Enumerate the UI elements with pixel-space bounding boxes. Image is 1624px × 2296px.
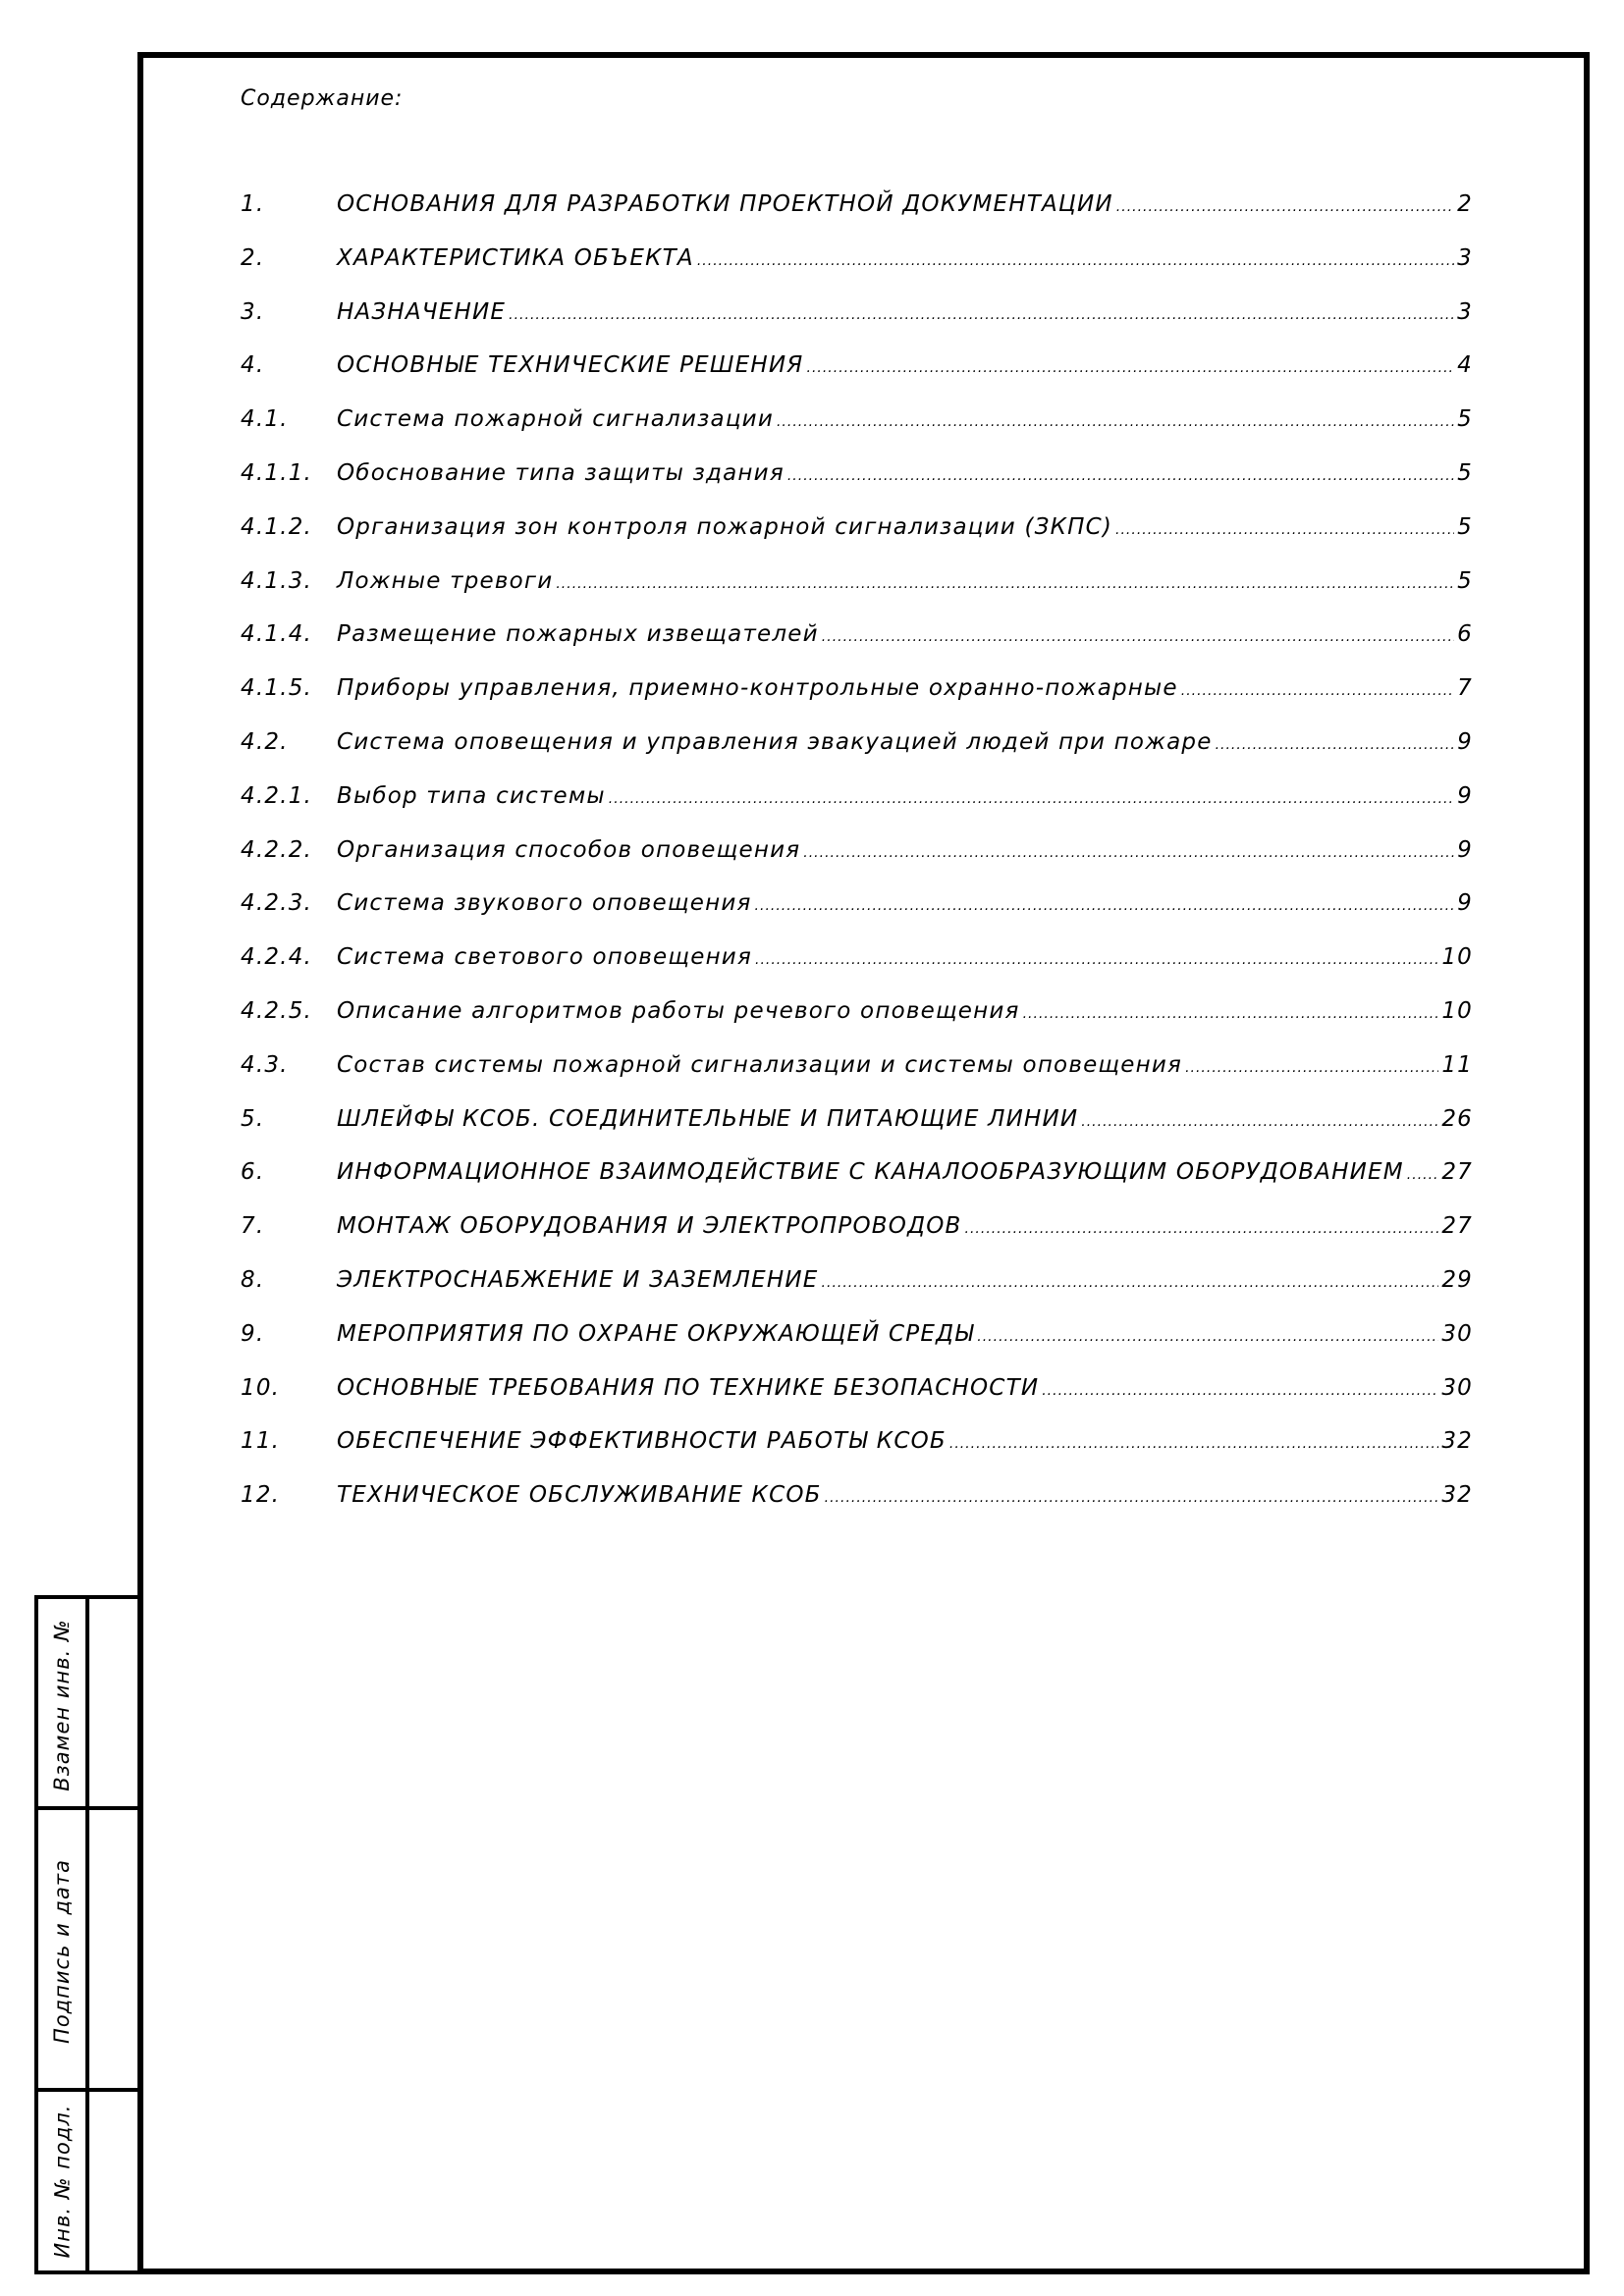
toc-heading: Выбор типа системы — [337, 782, 606, 809]
toc-page-number: 9 — [1457, 782, 1473, 809]
toc-leader-dots — [1185, 1060, 1438, 1076]
stamp-text-signature-date: Подпись и дата — [50, 1858, 75, 2044]
toc-row[interactable] — [241, 944, 1473, 998]
stamp-divider — [85, 1599, 89, 2270]
toc-leader-dots — [1115, 522, 1454, 538]
toc-page-number: 30 — [1441, 1320, 1473, 1347]
toc-row[interactable] — [241, 1052, 1473, 1106]
toc-leader-dots — [803, 845, 1454, 861]
toc-leader-dots — [977, 1329, 1438, 1345]
toc-row[interactable] — [241, 568, 1473, 622]
toc-heading: Система оповещения и управления эвакуацией людей при пожаре — [337, 728, 1213, 755]
toc-number: 4.1.2. — [241, 513, 313, 540]
toc-row[interactable] — [241, 998, 1473, 1052]
toc-row[interactable] — [241, 245, 1473, 299]
toc-number: 4.2.4. — [241, 944, 313, 971]
toc-page-number: 26 — [1441, 1105, 1473, 1132]
toc-heading: НАЗНАЧЕНИЕ — [337, 298, 507, 325]
toc-leader-dots — [1181, 683, 1454, 699]
toc-page-number: 9 — [1457, 890, 1473, 917]
toc-row[interactable] — [241, 675, 1473, 729]
toc-page-number: 2 — [1457, 191, 1473, 217]
page-title: Содержание: — [241, 86, 404, 111]
toc-leader-dots — [1407, 1167, 1439, 1183]
toc-page-number: 32 — [1441, 1482, 1473, 1509]
toc-number: 6. — [241, 1159, 265, 1186]
toc-leader-dots — [755, 898, 1455, 914]
table-of-contents — [241, 191, 1473, 1536]
toc-page-number: 32 — [1441, 1428, 1473, 1455]
toc-leader-dots — [1216, 737, 1455, 753]
toc-number: 4.2. — [241, 728, 289, 755]
toc-heading: ШЛЕЙФЫ КСОБ. СОЕДИНИТЕЛЬНЫЕ И ПИТАЮЩИЕ ЛИНИИ — [337, 1105, 1079, 1132]
toc-leader-dots — [825, 1490, 1439, 1506]
toc-heading: Ложные тревоги — [337, 567, 554, 594]
toc-number: 8. — [241, 1266, 265, 1293]
toc-page-number: 7 — [1457, 675, 1473, 702]
toc-leader-dots — [949, 1436, 1438, 1452]
toc-leader-dots — [609, 791, 1454, 807]
toc-page-number: 27 — [1441, 1213, 1473, 1240]
toc-leader-dots — [787, 468, 1454, 484]
toc-page-number: 9 — [1457, 836, 1473, 863]
toc-number: 10. — [241, 1374, 281, 1401]
toc-row[interactable] — [241, 406, 1473, 460]
toc-leader-dots — [509, 307, 1454, 323]
toc-row[interactable] — [241, 299, 1473, 353]
toc-leader-dots — [556, 576, 1454, 592]
toc-number: 4.1.5. — [241, 675, 313, 702]
toc-heading: ХАРАКТЕРИСТИКА ОБЪЕКТА — [337, 244, 694, 271]
toc-heading: ОСНОВАНИЯ ДЛЯ РАЗРАБОТКИ ПРОЕКТНОЙ ДОКУМЕНТАЦИИ — [337, 191, 1113, 217]
toc-heading: ИНФОРМАЦИОННОЕ ВЗАИМОДЕЙСТВИЕ С КАНАЛООБРАЗУЮЩИМ ОБОРУДОВАНИЕМ — [337, 1159, 1404, 1186]
toc-number: 4. — [241, 352, 265, 379]
toc-leader-dots — [777, 414, 1454, 430]
toc-row[interactable] — [241, 1213, 1473, 1267]
toc-number: 4.2.1. — [241, 782, 313, 809]
toc-page-number: 30 — [1441, 1374, 1473, 1401]
toc-leader-dots — [822, 1275, 1439, 1291]
toc-heading: Организация зон контроля пожарной сигнализации (ЗКПС) — [337, 513, 1113, 540]
toc-row[interactable] — [241, 1375, 1473, 1429]
toc-heading: ТЕХНИЧЕСКОЕ ОБСЛУЖИВАНИЕ КСОБ — [337, 1482, 822, 1509]
toc-heading: Организация способов оповещения — [337, 836, 801, 863]
toc-heading: ЭЛЕКТРОСНАБЖЕНИЕ И ЗАЗЕМЛЕНИЕ — [337, 1266, 819, 1293]
toc-heading: ОБЕСПЕЧЕНИЕ ЭФФЕКТИВНОСТИ РАБОТЫ КСОБ — [337, 1428, 947, 1455]
toc-row[interactable] — [241, 1428, 1473, 1482]
toc-row[interactable] — [241, 729, 1473, 783]
toc-page-number: 3 — [1457, 244, 1473, 271]
toc-page-number: 5 — [1457, 567, 1473, 594]
toc-number: 4.2.2. — [241, 836, 313, 863]
toc-number: 4.2.3. — [241, 890, 313, 917]
toc-number: 4.1.1. — [241, 459, 313, 486]
toc-row[interactable] — [241, 1482, 1473, 1536]
toc-number: 4.1.3. — [241, 567, 313, 594]
toc-leader-dots — [1042, 1383, 1438, 1399]
toc-number: 5. — [241, 1105, 265, 1132]
toc-heading: Система светового оповещения — [337, 944, 752, 971]
toc-page-number: 10 — [1441, 997, 1473, 1024]
toc-number: 9. — [241, 1320, 265, 1347]
toc-heading: МЕРОПРИЯТИЯ ПО ОХРАНЕ ОКРУЖАЮЩЕЙ СРЕДЫ — [337, 1320, 975, 1347]
toc-row[interactable] — [241, 514, 1473, 568]
toc-page-number: 10 — [1441, 944, 1473, 971]
toc-number: 11. — [241, 1428, 281, 1455]
toc-leader-dots — [965, 1221, 1439, 1237]
toc-page-number: 5 — [1457, 513, 1473, 540]
stamp-text-replaced-inv: Взамен инв. № — [50, 1618, 74, 1791]
toc-page-number: 3 — [1457, 298, 1473, 325]
toc-number: 4.3. — [241, 1051, 289, 1078]
toc-leader-dots — [1081, 1114, 1438, 1130]
toc-number: 3. — [241, 298, 265, 325]
toc-row[interactable] — [241, 783, 1473, 837]
toc-row[interactable] — [241, 1321, 1473, 1375]
toc-number: 7. — [241, 1213, 265, 1240]
toc-page-number: 9 — [1457, 728, 1473, 755]
toc-number: 4.1.4. — [241, 621, 313, 648]
toc-number: 4.1. — [241, 406, 289, 433]
toc-row[interactable] — [241, 1106, 1473, 1160]
toc-number: 2. — [241, 244, 265, 271]
toc-number: 4.2.5. — [241, 997, 313, 1024]
toc-page-number: 29 — [1441, 1266, 1473, 1293]
toc-heading: Состав системы пожарной сигнализации и системы оповещения — [337, 1051, 1183, 1078]
toc-leader-dots — [822, 629, 1454, 645]
toc-row[interactable] — [241, 1159, 1473, 1213]
toc-number: 1. — [241, 191, 265, 217]
toc-heading: ОСНОВНЫЕ ТРЕБОВАНИЯ ПО ТЕХНИКЕ БЕЗОПАСНОСТИ — [337, 1374, 1040, 1401]
toc-page-number: 5 — [1457, 459, 1473, 486]
side-stamp — [34, 1595, 143, 2274]
toc-leader-dots — [697, 253, 1454, 269]
toc-row[interactable] — [241, 352, 1473, 406]
toc-number: 12. — [241, 1482, 281, 1509]
toc-leader-dots — [1116, 199, 1454, 215]
toc-leader-dots — [755, 952, 1438, 968]
toc-row[interactable] — [241, 837, 1473, 891]
toc-heading: Приборы управления, приемно-контрольные охранно-пожарные — [337, 675, 1178, 702]
toc-heading: Система звукового оповещения — [337, 890, 752, 917]
toc-page-number: 5 — [1457, 406, 1473, 433]
toc-heading: Описание алгоритмов работы речевого оповещения — [337, 997, 1020, 1024]
toc-row[interactable] — [241, 1267, 1473, 1321]
toc-heading: Система пожарной сигнализации — [337, 406, 774, 433]
toc-row[interactable] — [241, 191, 1473, 245]
stamp-text-inv-original: Инв. № подл. — [50, 2104, 75, 2259]
toc-heading: Обоснование типа защиты здания — [337, 459, 785, 486]
toc-page-number: 4 — [1457, 352, 1473, 379]
toc-heading: МОНТАЖ ОБОРУДОВАНИЯ И ЭЛЕКТРОПРОВОДОВ — [337, 1213, 962, 1240]
stamp-label-signature-date — [38, 1810, 85, 2092]
toc-heading: Размещение пожарных извещателей — [337, 621, 819, 648]
toc-heading: ОСНОВНЫЕ ТЕХНИЧЕСКИЕ РЕШЕНИЯ — [337, 352, 804, 379]
toc-page-number: 11 — [1441, 1051, 1473, 1078]
toc-row[interactable] — [241, 460, 1473, 514]
toc-page-number: 27 — [1441, 1159, 1473, 1186]
toc-row[interactable] — [241, 890, 1473, 944]
stamp-label-replaced-inv — [38, 1599, 85, 1810]
toc-page-number: 6 — [1457, 621, 1473, 648]
toc-leader-dots — [807, 360, 1455, 376]
toc-row[interactable] — [241, 621, 1473, 675]
stamp-label-inv-original — [38, 2092, 85, 2270]
toc-leader-dots — [1023, 1006, 1439, 1022]
